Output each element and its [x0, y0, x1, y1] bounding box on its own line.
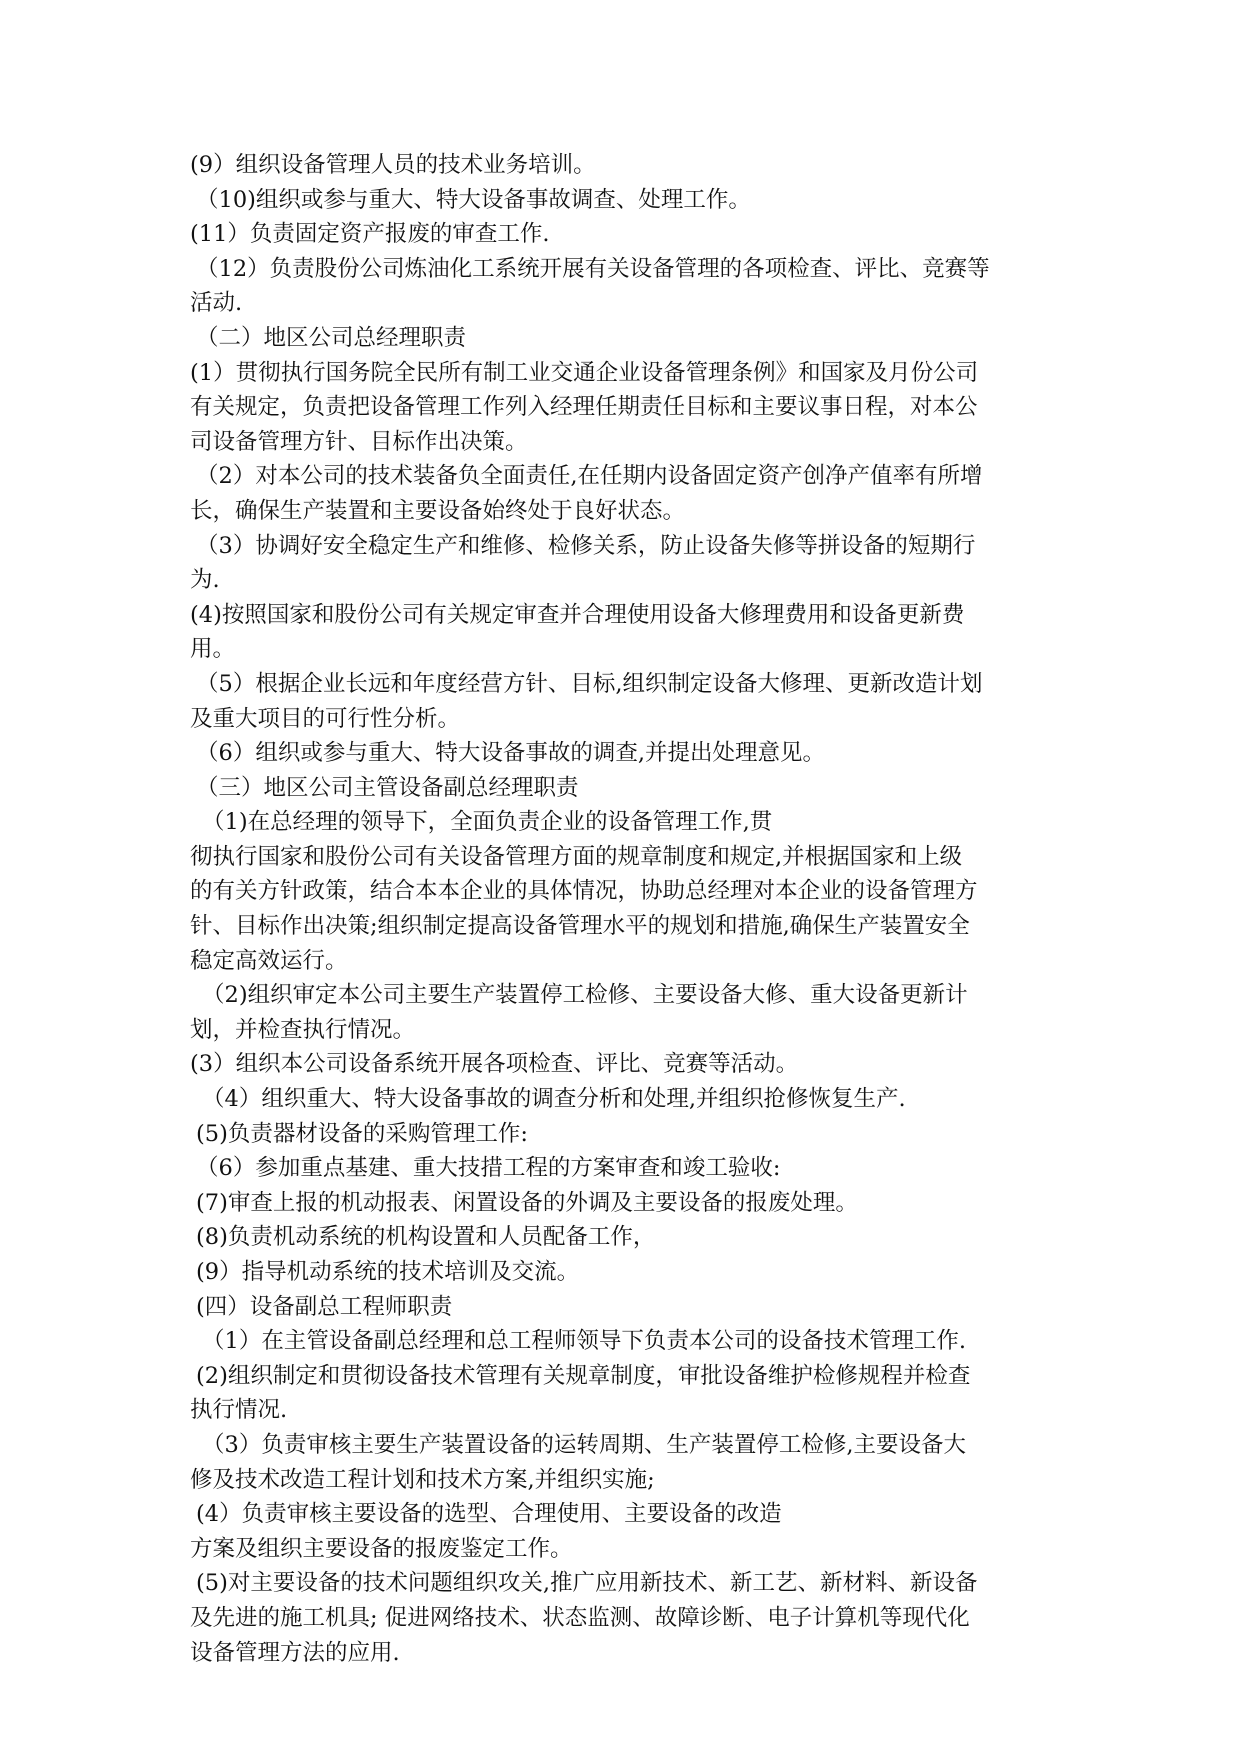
text-line: 针、目标作出决策;组织制定提高设备管理水平的规划和措施,确保生产装置安全: [190, 913, 970, 940]
text-line: 设备管理方法的应用.: [190, 1639, 400, 1666]
text-line: 用。: [190, 636, 236, 663]
text-line: 为.: [190, 567, 220, 594]
section-heading: （二）地区公司总经理职责: [196, 324, 467, 351]
text-line: 有关规定，负责把设备管理工作列入经理任期责任目标和主要议事日程，对本公: [190, 394, 978, 421]
text-line: (8)负责机动系统的机构设置和人员配备工作，: [196, 1224, 656, 1251]
text-line: （3）负责审核主要生产装置设备的运转周期、生产装置停工检修,主要设备大: [202, 1431, 966, 1458]
text-line: （1)在总经理的领导下，全面负责企业的设备管理工作,贯: [202, 809, 773, 836]
text-line: 方案及组织主要设备的报废鉴定工作。: [190, 1535, 573, 1562]
text-line: (9）指导机动系统的技术培训及交流。: [196, 1259, 580, 1285]
text-line: 修及技术改造工程计划和技术方案,并组织实施;: [190, 1466, 655, 1493]
text-line: 彻执行国家和股份公司有关设备管理方面的规章制度和规定,并根据国家和上级: [190, 843, 963, 870]
text-line: (7)审查上报的机动报表、闲置设备的外调及主要设备的报废处理。: [196, 1189, 858, 1216]
text-line: 执行情况.: [190, 1397, 288, 1424]
text-line: 及重大项目的可行性分析。: [190, 705, 461, 732]
text-line: 司设备管理方针、目标作出决策。: [190, 428, 528, 455]
section-heading: (四）设备副总工程师职责: [196, 1293, 453, 1320]
text-line: (3）组织本公司设备系统开展各项检查、评比、竞赛等活动。: [190, 1051, 799, 1078]
text-line: 活动.: [190, 290, 243, 317]
text-line: （5）根据企业长远和年度经营方针、目标,组织制定设备大修理、更新改造计划: [196, 670, 983, 697]
text-line: （6）参加重点基建、重大技措工程的方案审查和竣工验收:: [196, 1155, 781, 1182]
text-line: (11）负责固定资产报废的审查工作.: [190, 221, 550, 248]
document-body: [190, 148, 1060, 1670]
text-line: （12）负责股份公司炼油化工系统开展有关设备管理的各项检查、评比、竞赛等: [196, 255, 990, 282]
section-heading: （三）地区公司主管设备副总经理职责: [196, 774, 579, 801]
text-line: （10)组织或参与重大、特大设备事故调查、处理工作。: [196, 186, 751, 213]
text-line: (2)组织制定和贯彻设备技术管理有关规章制度，审批设备维护检修规程并检查: [196, 1362, 971, 1389]
text-line: （2）对本公司的技术装备负全面责任,在任期内设备固定资产创净产值率有所增: [196, 463, 983, 490]
text-line: （1）在主管设备副总经理和总工程师领导下负责本公司的设备技术管理工作.: [202, 1328, 966, 1355]
text-line: 稳定高效运行。: [190, 947, 348, 974]
text-line: (4)按照国家和股份公司有关规定审查并合理使用设备大修理费用和设备更新费: [190, 601, 965, 628]
text-line: (4）负责审核主要设备的选型、合理使用、主要设备的改造: [196, 1501, 782, 1528]
text-line: （4）组织重大、特大设备事故的调查分析和处理,并组织抢修恢复生产.: [202, 1086, 906, 1113]
text-line: （3）协调好安全稳定生产和维修、检修关系，防止设备失修等拼设备的短期行: [196, 532, 976, 559]
text-line: 的有关方针政策，结合本本企业的具体情况，协助总经理对本企业的设备管理方: [190, 878, 978, 905]
text-line: (1）贯彻执行国务院全民所有制工业交通企业设备管理条例》和国家及月份公司: [190, 359, 979, 386]
text-line: （6）组织或参与重大、特大设备事故的调查,并提出处理意见。: [196, 740, 825, 767]
text-line: (9）组织设备管理人员的技术业务培训。: [190, 152, 596, 178]
text-line: (5)负责器材设备的采购管理工作:: [196, 1120, 528, 1147]
text-line: 及先进的施工机具; 促进网络技术、状态监测、故障诊断、电子计算机等现代化: [190, 1604, 970, 1631]
text-line: （2)组织审定本公司主要生产装置停工检修、主要设备大修、重大设备更新计: [202, 982, 968, 1009]
text-line: 长，确保生产装置和主要设备始终处于良好状态。: [190, 497, 686, 524]
text-line: 划，并检查执行情况。: [190, 1016, 416, 1043]
text-line: (5)对主要设备的技术问题组织攻关,推广应用新技术、新工艺、新材料、新设备: [196, 1570, 978, 1597]
